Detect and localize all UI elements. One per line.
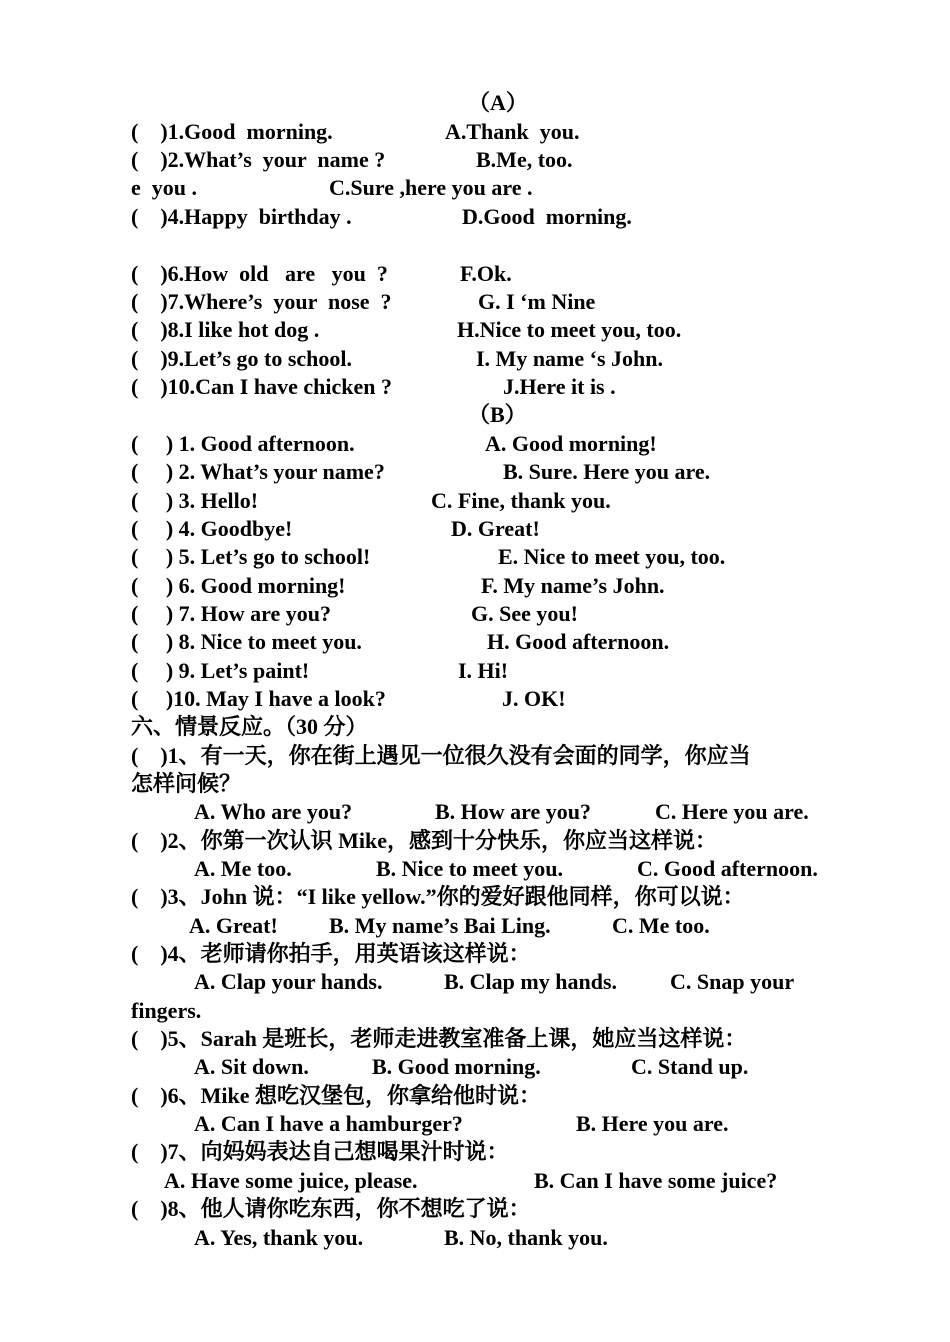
option-a: A. Can I have a hamburger? xyxy=(194,1111,463,1136)
option-b: B. My name’s Bai Ling. xyxy=(329,913,551,938)
answer-option: D. Great! xyxy=(451,516,540,541)
option-b: B. No, thank you. xyxy=(444,1225,608,1250)
question-text: ( ) 9. Let’s paint! xyxy=(131,658,310,683)
q6-options xyxy=(131,1110,729,1138)
answer-option: H.Nice to meet you, too. xyxy=(457,317,682,342)
section-b-line-7 xyxy=(131,600,578,628)
q8-prompt: ( )8、他人请你吃东西，你不想吃了说： xyxy=(131,1196,531,1221)
section-a-line-10 xyxy=(131,373,616,401)
section-b-line-1 xyxy=(131,430,657,458)
q4-prompt: ( )4、老师请你拍手，用英语该这样说： xyxy=(131,941,531,966)
question-text: ( ) 7. How are you? xyxy=(131,601,332,626)
option-a: A. Me too. xyxy=(194,856,292,881)
question-text: ( )8.I like hot dog . xyxy=(131,317,320,342)
section-b-line-10 xyxy=(131,685,566,713)
section-six-title: 六、情景反应。（30 分） xyxy=(131,714,368,739)
answer-option: B. Sure. Here you are. xyxy=(503,459,711,484)
answer-option: I. My name ‘s John. xyxy=(476,346,664,371)
question-text: ( )6.How old are you ? xyxy=(131,261,388,286)
section-a-line-1 xyxy=(131,118,580,146)
q2-options xyxy=(131,855,818,883)
section-a-line-9 xyxy=(131,345,664,373)
answer-option: F. My name’s John. xyxy=(481,573,665,598)
section-b-line-3 xyxy=(131,487,611,515)
section-a-line-3 xyxy=(131,174,533,202)
question-text: ( ) 1. Good afternoon. xyxy=(131,431,355,456)
option-c: C. Me too. xyxy=(612,913,710,938)
answer-option: E. Nice to meet you, too. xyxy=(498,544,726,569)
option-a: A. Have some juice, please. xyxy=(164,1168,418,1193)
question-text: ( ) 3. Hello! xyxy=(131,488,259,513)
answer-option: A.Thank you. xyxy=(445,119,580,144)
question-text: ( ) 2. What’s your name? xyxy=(131,459,385,484)
question-text: ( )4.Happy birthday . xyxy=(131,204,352,229)
option-b: B. Nice to meet you. xyxy=(376,856,563,881)
section-b-line-8 xyxy=(131,628,670,656)
section-b-line-5 xyxy=(131,543,726,571)
option-a: A. Yes, thank you. xyxy=(194,1225,364,1250)
section-a-line-8 xyxy=(131,316,682,344)
q1-prompt-line-2: 怎样问候？ xyxy=(131,771,242,796)
option-b: B. Here you are. xyxy=(576,1111,729,1136)
q6-prompt: ( )6、Mike 想吃汉堡包，你拿给他时说： xyxy=(131,1083,542,1108)
section-a-line-4 xyxy=(131,203,632,231)
q7-options xyxy=(131,1167,778,1195)
answer-option: B.Me, too. xyxy=(476,147,573,172)
q1-prompt-line-1: ( )1、有一天，你在街上遇见一位很久没有会面的同学，你应当 xyxy=(131,743,751,768)
option-a: A. Great! xyxy=(189,913,278,938)
q3-options xyxy=(131,912,710,940)
section-b-line-9 xyxy=(131,657,509,685)
option-a: A. Clap your hands. xyxy=(194,969,383,994)
option-b: B. Good morning. xyxy=(372,1054,541,1079)
question-text: e you . xyxy=(131,175,197,200)
q1-options xyxy=(131,798,809,826)
question-text: ( )2.What’s your name ? xyxy=(131,147,386,172)
section-a-line-7 xyxy=(131,288,596,316)
answer-option: F.Ok. xyxy=(460,261,512,286)
section-a-line-6 xyxy=(131,260,512,288)
q3-prompt: ( )3、John 说：“I like yellow.”你的爱好跟他同样，你可以说： xyxy=(131,884,745,909)
question-text: ( ) 4. Goodbye! xyxy=(131,516,293,541)
option-c: C. Good afternoon. xyxy=(637,856,818,881)
question-text: ( ) 6. Good morning! xyxy=(131,573,346,598)
option-b: B. How are you? xyxy=(435,799,592,824)
answer-option: I. Hi! xyxy=(458,658,509,683)
answer-option: C. Fine, thank you. xyxy=(431,488,611,513)
q5-prompt: ( )5、Sarah 是班长，老师走进教室准备上课，她应当这样说： xyxy=(131,1026,747,1051)
section-b-line-4 xyxy=(131,515,540,543)
question-text: ( )9.Let’s go to school. xyxy=(131,346,352,371)
answer-option: C.Sure ,here you are . xyxy=(329,175,533,200)
q7-prompt: ( )7、向妈妈表达自己想喝果汁时说： xyxy=(131,1139,509,1164)
question-text: ( )7.Where’s your nose ? xyxy=(131,289,392,314)
answer-option: H. Good afternoon. xyxy=(487,629,670,654)
option-a: A. Sit down. xyxy=(194,1054,309,1079)
option-c: C. Here you are. xyxy=(655,799,809,824)
answer-option: J.Here it is . xyxy=(503,374,616,399)
q5-options xyxy=(131,1053,749,1081)
question-text: ( )1.Good morning. xyxy=(131,119,333,144)
option-c: C. Stand up. xyxy=(631,1054,749,1079)
section-b-line-6 xyxy=(131,572,665,600)
q4-option-c-continued: fingers. xyxy=(131,998,202,1023)
section-a-title: （A） xyxy=(468,90,528,115)
question-text: ( )10. May I have a look? xyxy=(131,686,386,711)
option-b: B. Can I have some juice? xyxy=(534,1168,778,1193)
answer-option: G. I ‘m Nine xyxy=(478,289,596,314)
section-b-title: （B） xyxy=(468,402,527,427)
option-c: C. Snap your xyxy=(670,969,795,994)
option-b: B. Clap my hands. xyxy=(444,969,618,994)
answer-option: D.Good morning. xyxy=(462,204,632,229)
option-a: A. Who are you? xyxy=(194,799,353,824)
q2-prompt: ( )2、你第一次认识 Mike，感到十分快乐，你应当这样说： xyxy=(131,828,718,853)
section-b-line-2 xyxy=(131,458,711,486)
q4-options xyxy=(131,968,795,996)
question-text: ( ) 5. Let’s go to school! xyxy=(131,544,371,569)
answer-option: J. OK! xyxy=(502,686,566,711)
question-text: ( ) 8. Nice to meet you. xyxy=(131,629,362,654)
answer-option: G. See you! xyxy=(471,601,578,626)
section-a-line-2 xyxy=(131,146,573,174)
answer-option: A. Good morning! xyxy=(485,431,657,456)
question-text: ( )10.Can I have chicken ? xyxy=(131,374,392,399)
q8-options xyxy=(131,1224,608,1252)
